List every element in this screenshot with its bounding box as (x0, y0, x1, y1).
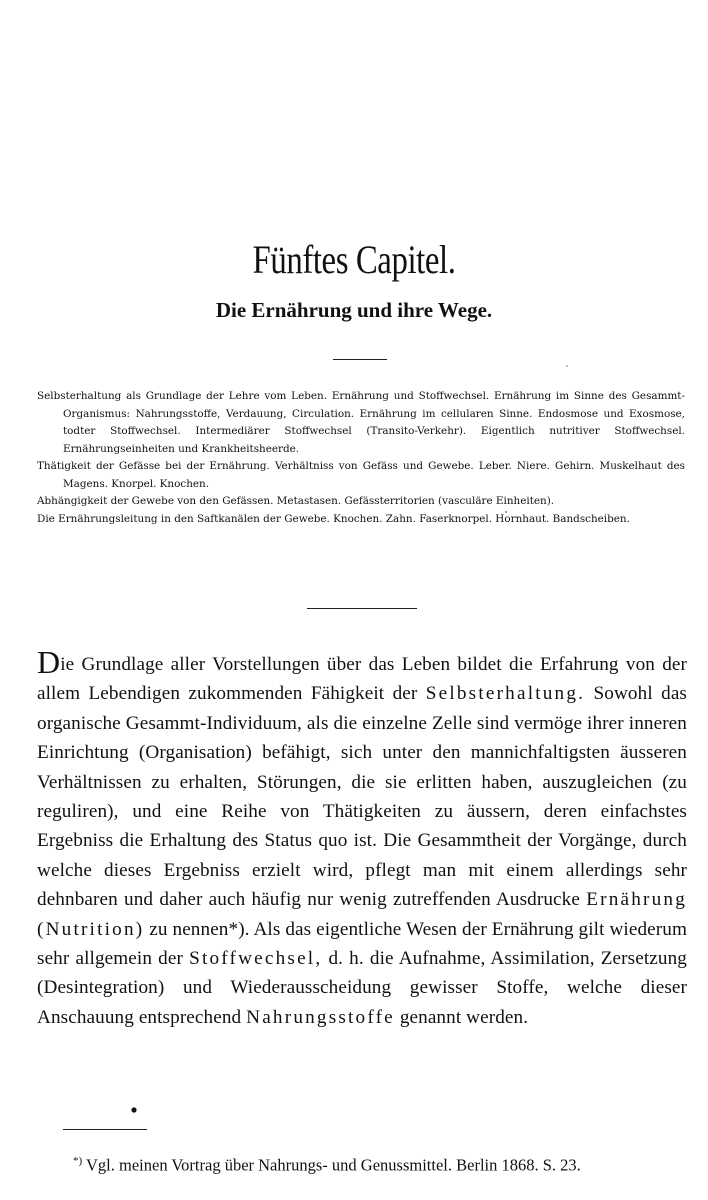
emphasized-term: Ernährung (Nutrition) (37, 889, 687, 940)
footnote-mark: *) (73, 1155, 83, 1167)
summary-entry: Selbsterhaltung als Grundlage der Lehre vom Leben. Ernährung und Stoffwechsel. Ernährung im Sinne des Gesammt-Organismus: Nahrungsstoffe, Verdauung, Circulation. Ernährung im cellularen Sinne. Endosmose und Exosmose, todter Stoffwechsel. Intermediärer Stoffwechsel (Transito-Verkehr). Eigentlich nutritiver Stoffwechsel. Ernährungseinheiten und Krankheitsheerde. (37, 390, 685, 455)
summary-entry: Abhängigkeit der Gewebe von den Gefässen. Metastasen. Gefässterritorien (vasculäre Einheiten). (37, 495, 555, 507)
footnote-text: Vgl. meinen Vortrag über Nahrungs- und Genussmittel. Berlin 1868. S. 23. (86, 1155, 581, 1175)
chapter-title: Fünftes Capitel. (252, 237, 456, 282)
emphasized-term: Selbsterhaltung. (425, 683, 586, 705)
summary-entry: Thätigkeit der Gefässe bei der Ernährung. Verhältniss von Gefäss und Gewebe. Leber. Niere. Gehirn. Muskelhaut des Magens. Knorpel. Knochen. (37, 460, 685, 490)
ink-speck (505, 511, 507, 513)
emphasized-term: Stoffwechsel, (189, 948, 323, 970)
summary-entry: Die Ernährungsleitung in den Saftkanälen der Gewebe. Knochen. Zahn. Faserknorpel. Hornhaut. Bandscheiben. (37, 512, 630, 525)
body-text-run: genannt werden. (399, 1006, 529, 1028)
body-text-run: d. h. die Aufnahme, Assimilation, Zersetzung (Desintegration) und Wiederausscheidung gewisser Stoffe, welche dieser Anschauung entsprechend (37, 948, 687, 1028)
body-text-run: Sowohl das organische Gesammt-Individuum, als die einzelne Zelle sind vermöge ihrer inneren Einrichtung (Organisation) befähigt, sich unter den mannichfaltigsten äusseren Verhältnissen zu erhalten, Störungen, die sie erlitten haben, auszugleichen (zu reguliren), und eine Reihe von Thätigkeiten zu äussern, deren einfachstes Ergebniss die Erhaltung des Status quo ist. Die Gesammtheit der Vorgänge, durch welche dieses Ergebniss erzielt wird, pflegt man mit einem allerdings sehr dehnbaren und daher auch häufig nur wenig zutreffenden Ausdrucke (37, 683, 687, 911)
chapter-subtitle: Die Ernährung und ihre Wege. (215, 298, 493, 322)
drop-cap: D (37, 644, 61, 680)
ink-speck (566, 365, 568, 367)
emphasized-term: Nahrungsstoffe (246, 1006, 395, 1028)
body-text-run: zu nennen*). Als das eigentliche Wesen der Ernährung gilt wiederum sehr allgemein der (37, 918, 687, 970)
body-text-run: ie Grundlage aller Vorstellungen über das Leben bildet die Erfahrung von der allem Lebendigen zukommenden Fähigkeit der (37, 654, 687, 705)
ink-speck (131, 1107, 136, 1112)
